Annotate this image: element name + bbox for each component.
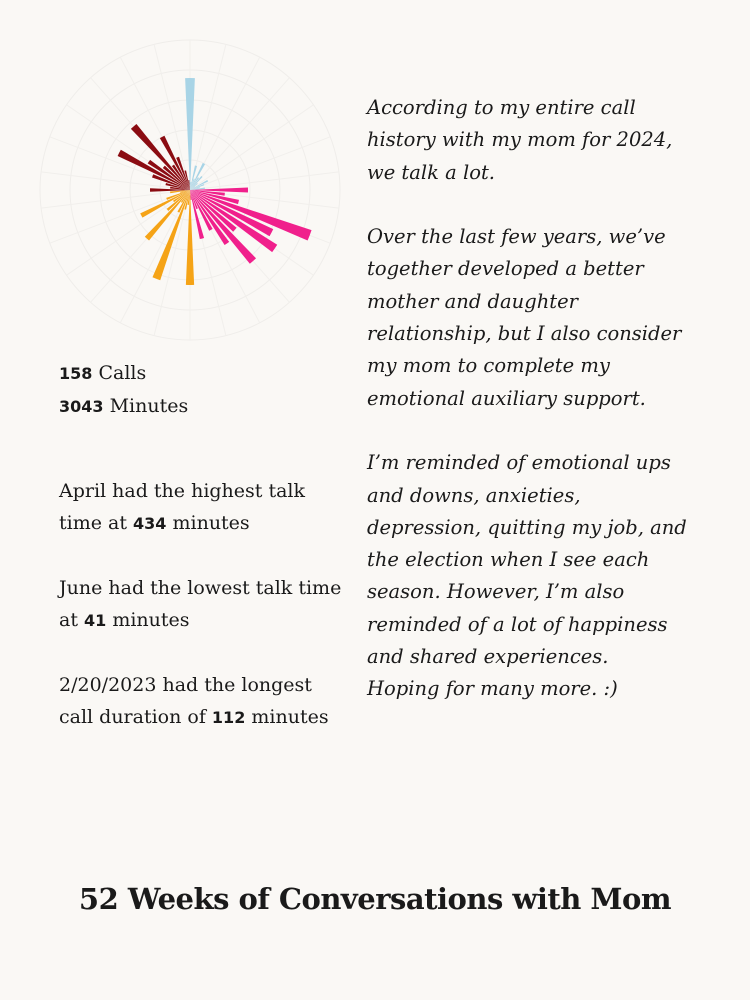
fact-lowest-unit: minutes <box>112 609 190 631</box>
fact-longest-text: 2/20/2023 had the longest call duration of <box>59 674 312 728</box>
call-stats <box>59 357 349 423</box>
minutes-label: Minutes <box>109 395 189 417</box>
fact-longest <box>59 669 349 734</box>
story-paragraph-3: I’m reminded of emotional ups and downs, anxieties, depression, quitting my job, and the election when I see each season. However, I’m also reminded of a lot of happiness and shared experiences. Hoping for many more. :) <box>367 451 687 701</box>
fact-lowest-value: 41 <box>84 611 107 630</box>
minutes-stat <box>59 390 349 423</box>
calls-value: 158 <box>59 364 93 383</box>
fact-longest-unit: minutes <box>251 706 329 728</box>
fact-highest-value: 434 <box>133 514 167 533</box>
calls-stat <box>59 357 349 390</box>
page-title: 52 Weeks of Conversations with Mom <box>78 882 672 916</box>
story-paragraph-2: Over the last few years, we’ve together developed a better mother and daughter relationship, but I also consider my mom to complete my emotional auxiliary support. <box>367 225 682 410</box>
story-paragraph-1: According to my entire call history with my mom for 2024, we talk a lot. <box>367 96 673 184</box>
fact-lowest <box>59 572 349 637</box>
grid-spoke <box>190 137 330 190</box>
calls-label: Calls <box>98 362 147 384</box>
fact-highest <box>59 475 349 540</box>
fact-lowest-text: June had the lowest talk time at <box>59 577 342 631</box>
fact-highest-text: April had the highest talk time at <box>59 480 306 534</box>
minutes-value: 3043 <box>59 397 104 416</box>
radial-call-chart <box>30 30 350 350</box>
call-facts <box>59 475 349 766</box>
fact-longest-value: 112 <box>211 708 246 727</box>
story-text <box>367 92 687 738</box>
fact-highest-unit: minutes <box>172 512 250 534</box>
